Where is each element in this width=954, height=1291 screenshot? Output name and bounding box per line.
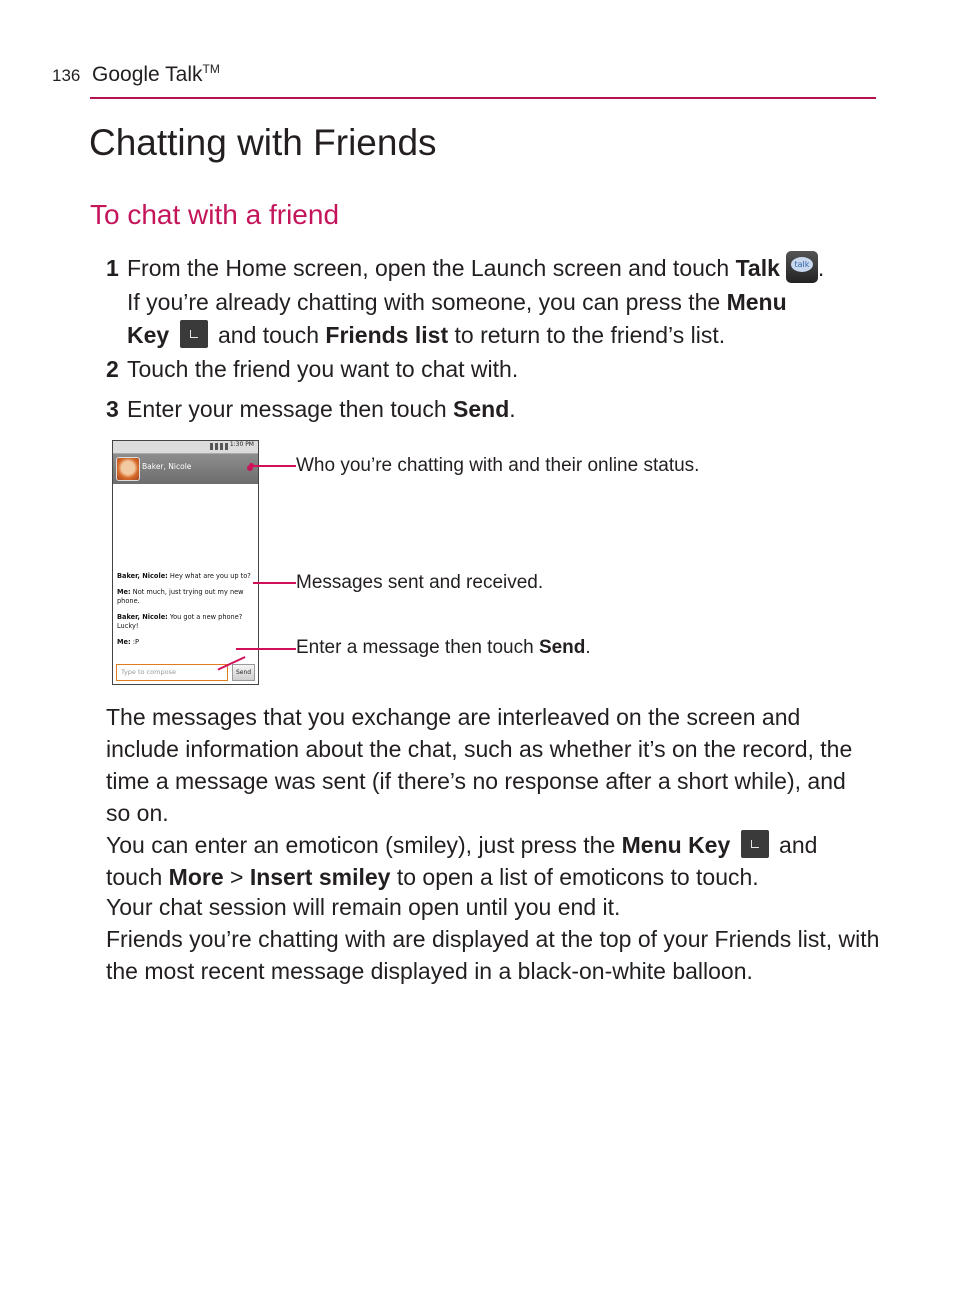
talk-icon: talk bbox=[786, 251, 818, 283]
paragraph-session: Your chat session will remain open until you end it. bbox=[106, 894, 621, 920]
contact-name: Baker, Nicole bbox=[142, 462, 192, 471]
message-list bbox=[117, 572, 255, 653]
list-item: Baker, Nicole: Hey what are you up to? bbox=[117, 572, 251, 580]
menu-key-icon bbox=[741, 830, 769, 858]
signal-icon bbox=[210, 443, 230, 450]
step-1: 1 From the Home screen, open the Launch screen and touch Talk talk . If you’re already chatting with someone, you can press the Menu Key and touch Friends list to return to the friend’s list. bbox=[106, 252, 866, 351]
section-title: To chat with a friend bbox=[90, 199, 340, 230]
step-number: 3 bbox=[106, 396, 119, 422]
status-bar bbox=[113, 441, 258, 454]
callout-line bbox=[253, 582, 296, 584]
list-item: Me: :P bbox=[117, 637, 139, 646]
status-time: 1:30 PM bbox=[229, 441, 254, 448]
avatar bbox=[116, 457, 140, 481]
list-item: Baker, Nicole: You got a new phone? Lucky! bbox=[117, 612, 243, 630]
callout-status: Who you’re chatting with and their online status. bbox=[296, 455, 700, 476]
callout-enter: Enter a message then touch Send. bbox=[296, 637, 591, 658]
running-head: Google Talk™ bbox=[92, 62, 220, 86]
trademark: TM bbox=[202, 62, 220, 76]
send-button[interactable]: Send bbox=[232, 664, 255, 681]
page-number: 136 bbox=[52, 66, 81, 85]
step-number: 1 bbox=[106, 255, 119, 281]
page-title: Chatting with Friends bbox=[89, 122, 437, 163]
step-2: 2 Touch the friend you want to chat with. bbox=[106, 353, 518, 385]
callout-line bbox=[236, 648, 296, 650]
paragraph-emoticon: You can enter an emoticon (smiley), just press the Menu Key and touch More > Insert smiley to open a list of emoticons to touch. bbox=[106, 829, 876, 893]
step-number: 2 bbox=[106, 356, 119, 382]
paragraph-friends: Friends you’re chatting with are displayed at the top of your Friends list, with the most recent message displayed in a black-on-white balloon. bbox=[106, 926, 880, 984]
paragraph-messages: The messages that you exchange are interleaved on the screen and include information about the chat, such as whether it’s on the record, the time a message was sent (if there’s no response after a short while), and so on. bbox=[106, 704, 853, 826]
step-3: 3 Enter your message then touch Send. bbox=[106, 393, 516, 425]
list-item: Me: Not much, just trying out my new phone. bbox=[117, 587, 244, 605]
callout-line bbox=[253, 465, 296, 467]
callout-messages: Messages sent and received. bbox=[296, 572, 544, 593]
header-rule bbox=[90, 97, 876, 99]
menu-key-icon bbox=[180, 320, 208, 348]
chat-header[interactable] bbox=[113, 454, 258, 484]
compose-input[interactable]: Type to compose bbox=[116, 664, 228, 681]
